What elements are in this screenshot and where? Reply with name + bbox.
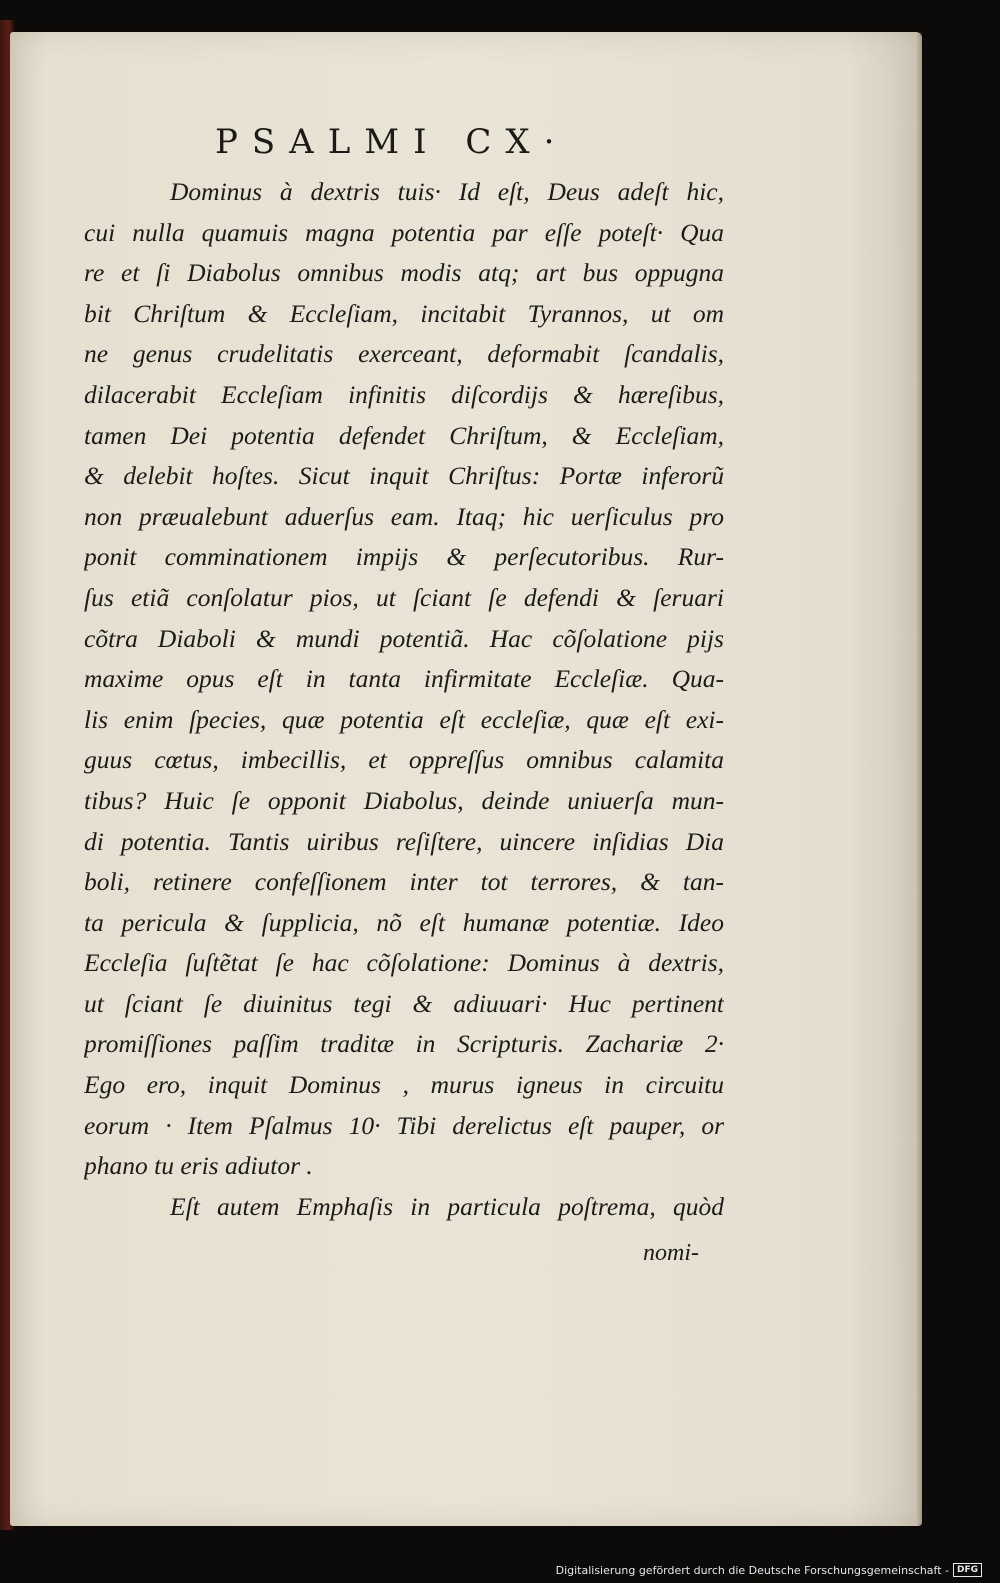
text-line: cui nulla quamuis magna potentia par eſſe poteſt· Qua [84, 217, 724, 247]
text-line-new-paragraph: Eſt autem Emphaſis in particula poſtrema, quòd [170, 1191, 724, 1221]
text-line: boli, retinere confeſſionem inter tot terrores, & tan- [84, 867, 724, 897]
text-line: tibus? Huic ſe opponit Diabolus, deinde uniuerſa mun- [84, 785, 724, 815]
text-line: phano tu eris adiutor . [84, 1151, 313, 1181]
text-line: cõtra Diaboli & mundi potentiã. Hac cõſolatione pijs [84, 623, 724, 653]
text-line: maxime opus eſt in tanta infirmitate Eccleſiæ. Qua- [84, 664, 724, 694]
page-fore-edge [916, 32, 922, 1526]
text-line: di potentia. Tantis uiribus reſiſtere, uincere inſidias Dia [84, 826, 724, 856]
text-line: Ego ero, inquit Dominus , murus igneus in circuitu [84, 1070, 724, 1100]
text-line: re et ſi Diabolus omnibus modis atq; art bus oppugna [84, 258, 724, 288]
dfg-logo: DFG [953, 1563, 982, 1577]
text-line: bit Chriſtum & Eccleſiam, incitabit Tyrannos, ut om [84, 298, 724, 328]
text-line: ta pericula & ſupplicia, nõ eſt humanæ potentiæ. Ideo [84, 907, 724, 937]
running-head: PSALMI CX· [215, 122, 569, 162]
catchword: nomi- [643, 1240, 699, 1266]
text-line: & delebit hoſtes. Sicut inquit Chriſtus: Portæ inferorũ [84, 461, 724, 491]
text-line: ne genus crudelitatis exerceant, deformabit ſcandalis, [84, 339, 724, 369]
book-page [10, 32, 922, 1526]
text-line: Eccleſia ſuſtẽtat ſe hac cõſolatione: Dominus à dextris, [84, 948, 724, 978]
digitization-credit [556, 1563, 982, 1577]
text-line: ſus etiã conſolatur pios, ut ſciant ſe defendi & ſeruari [84, 582, 724, 612]
text-line: promiſſiones paſſim traditæ in Scripturis. Zachariæ 2· [84, 1029, 724, 1059]
text-line: ponit comminationem impijs & perſecutoribus. Rur- [84, 542, 724, 572]
text-line: dilacerabit Eccleſiam infinitis diſcordijs & hæreſibus, [84, 379, 724, 409]
text-block [84, 172, 724, 1227]
credit-text: Digitalisierung gefördert durch die Deutsche Forschungsgemeinschaft - [555, 1563, 949, 1577]
text-line: tamen Dei potentia defendet Chriſtum, & Eccleſiam, [84, 420, 724, 450]
text-line: guus cœtus, imbecillis, et oppreſſus omnibus calamita [84, 745, 724, 775]
text-line: eorum · Item Pſalmus 10· Tibi derelictus eſt pauper, or [84, 1110, 724, 1140]
text-line: non præualebunt aduerſus eam. Itaq; hic uerſiculus pro [84, 501, 724, 531]
text-line: lis enim ſpecies, quæ potentia eſt eccleſiæ, quæ eſt exi- [84, 704, 724, 734]
text-line: ut ſciant ſe diuinitus tegi & adiuuari· Huc pertinent [84, 988, 724, 1018]
text-line: Dominus à dextris tuis· Id eſt, Deus adeſt hic, [170, 177, 724, 206]
